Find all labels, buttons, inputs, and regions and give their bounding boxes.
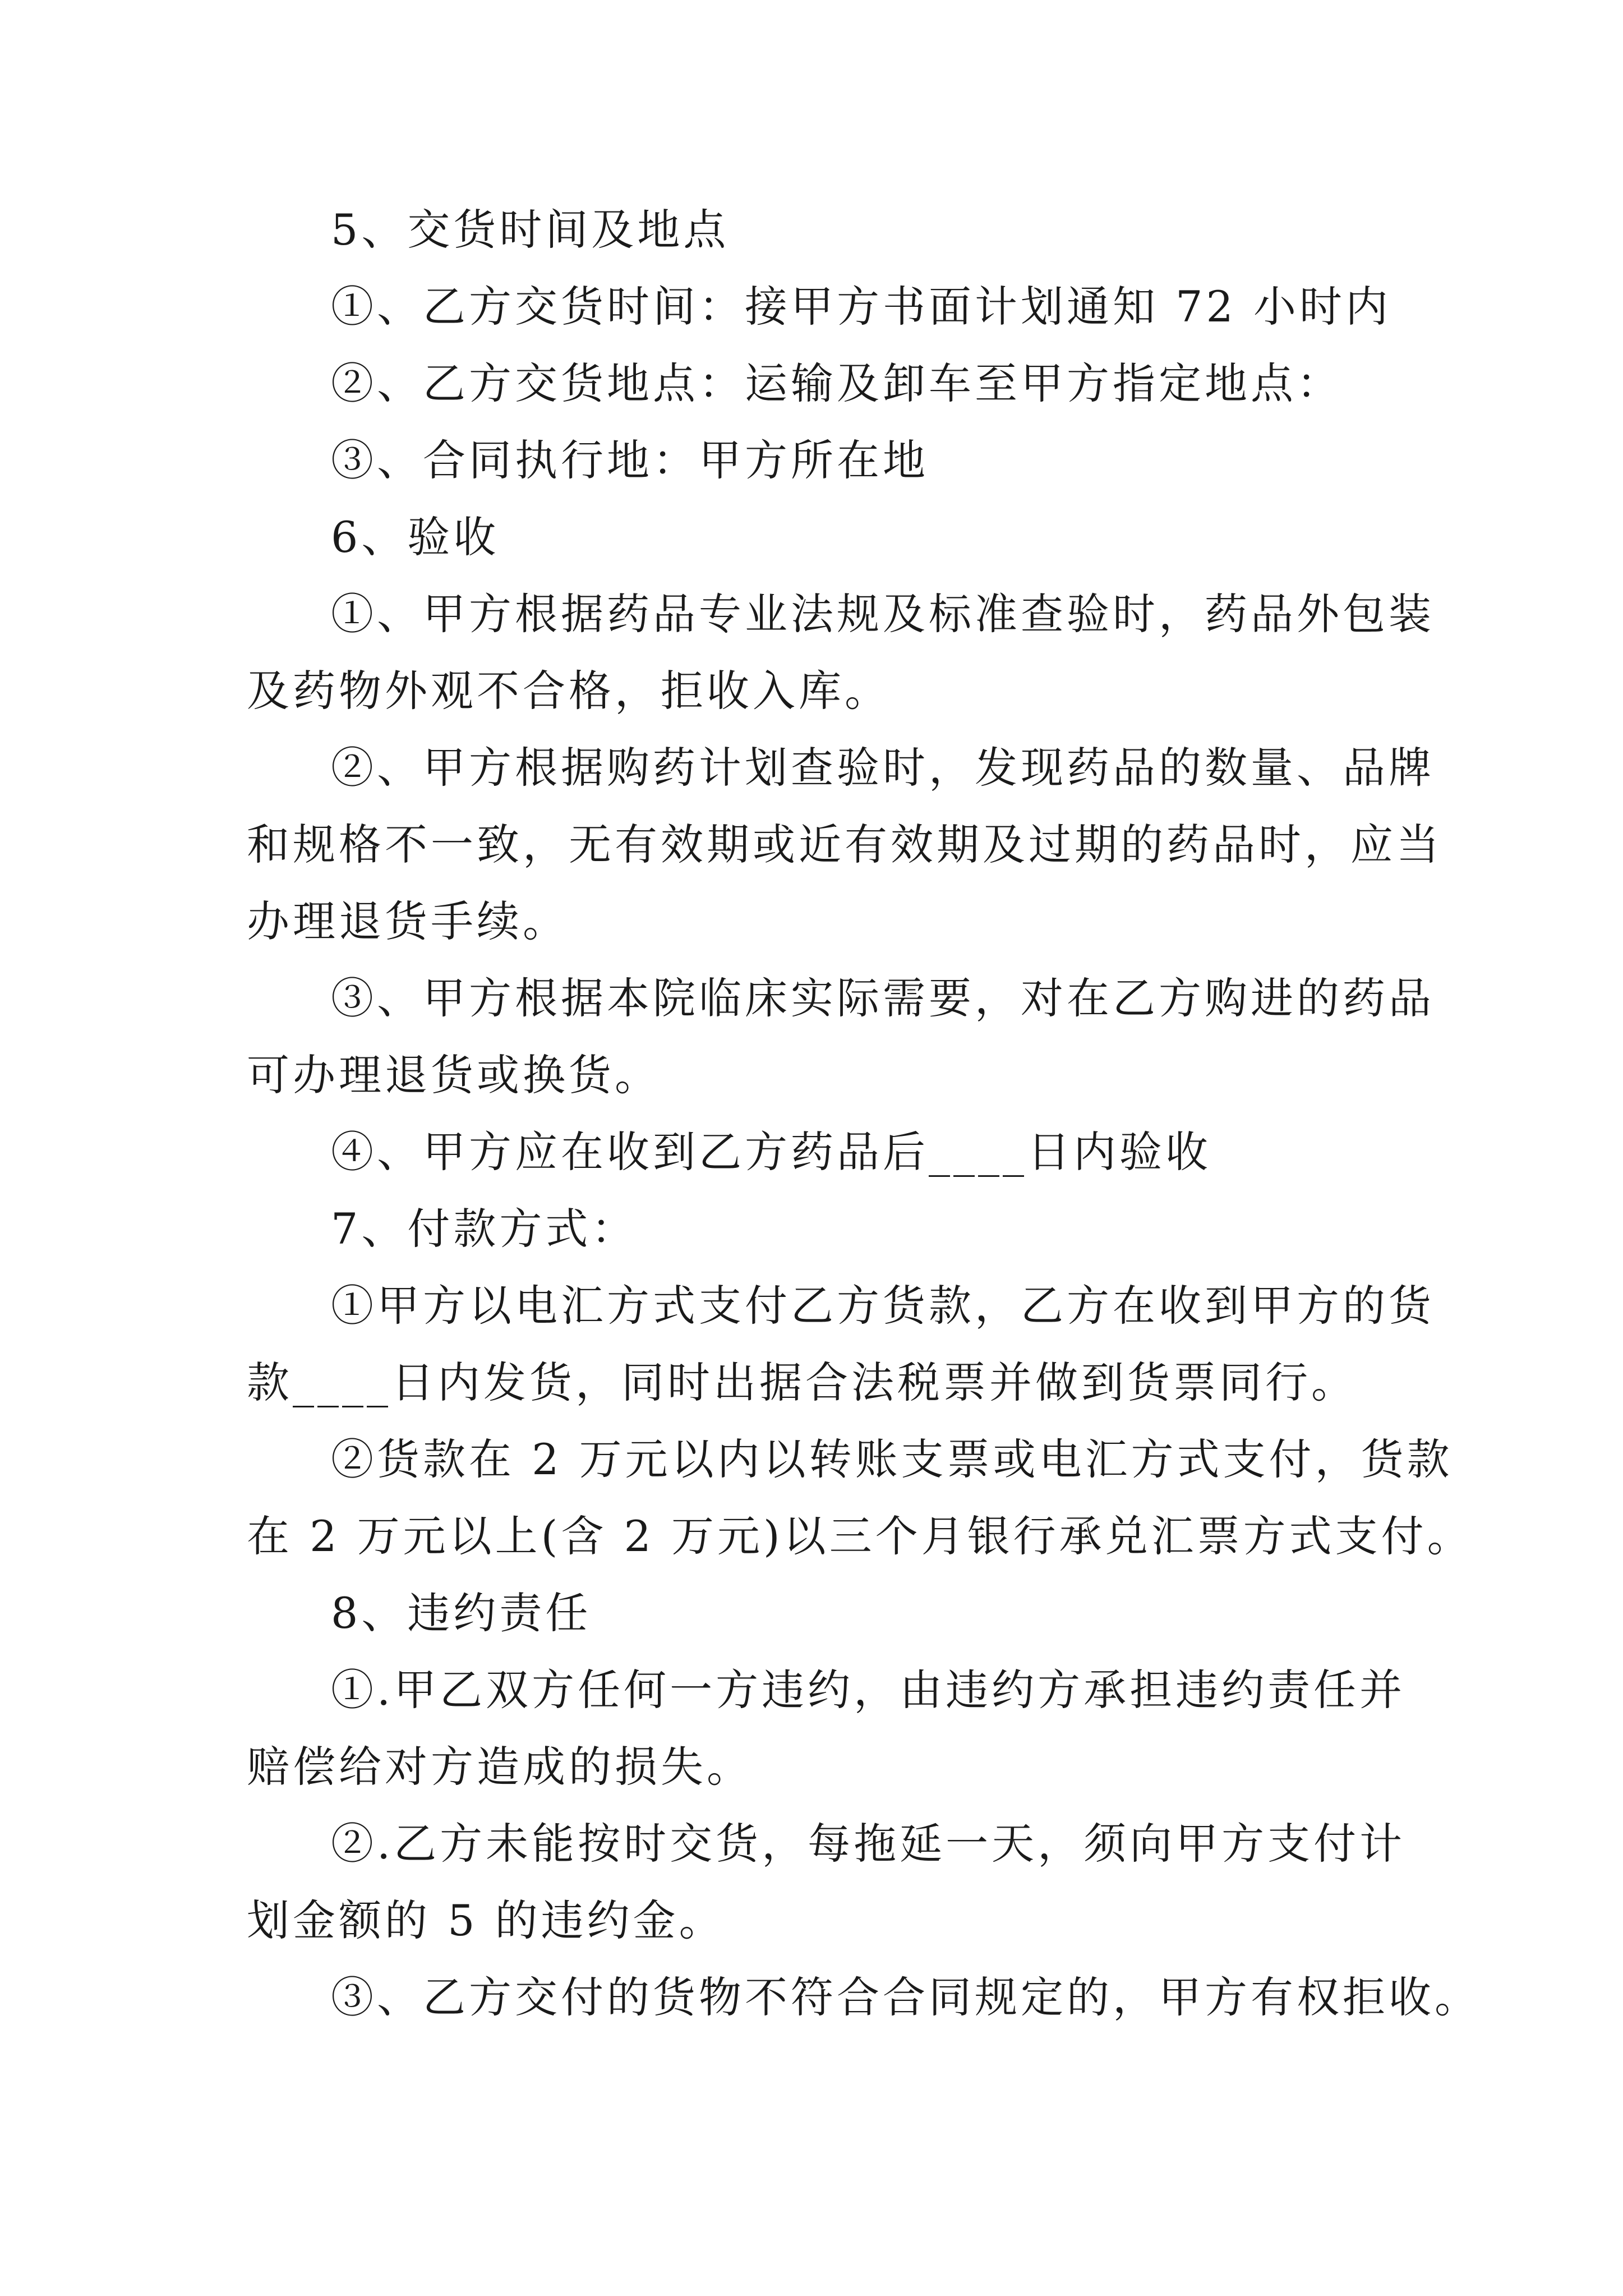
clause-liability-2-line-2: 划金额的 5 的违约金。 xyxy=(247,1895,725,1945)
heading-payment: 7、付款方式： xyxy=(331,1204,638,1254)
clause-payment-2-line-2: 在 2 万元以上(含 2 万元)以三个月银行承兑汇票方式支付。 xyxy=(247,1511,1473,1561)
heading-liability: 8、违约责任 xyxy=(331,1588,592,1638)
clause-acceptance-1-line-1: ①、甲方根据药品专业法规及标准查验时，药品外包装 xyxy=(331,589,1435,639)
heading-delivery: 5、交货时间及地点 xyxy=(331,205,730,255)
clause-liability-2-line-1: ②.乙方未能按时交货，每拖延一天，须向甲方支付计 xyxy=(331,1819,1406,1869)
clause-payment-2-line-1: ②货款在 2 万元以内以转账支票或电汇方式支付，货款 xyxy=(331,1434,1453,1484)
clause-acceptance-3-line-2: 可办理退货或换货。 xyxy=(247,1050,661,1100)
clause-delivery-time: ①、乙方交货时间：接甲方书面计划通知 72 小时内 xyxy=(331,282,1392,332)
clause-execution-place: ③、合同执行地：甲方所在地 xyxy=(331,435,929,485)
clause-acceptance-2-line-1: ②、甲方根据购药计划查验时，发现药品的数量、品牌 xyxy=(331,743,1435,793)
clause-acceptance-2-line-2: 和规格不一致，无有效期或近有效期及过期的药品时，应当 xyxy=(247,820,1442,869)
clause-liability-1-line-1: ①.甲乙双方任何一方违约，由违约方承担违约责任并 xyxy=(331,1665,1406,1715)
clause-delivery-place: ②、乙方交货地点：运输及卸车至甲方指定地点： xyxy=(331,358,1343,408)
clause-acceptance-1-line-2: 及药物外观不合格，拒收入库。 xyxy=(247,666,891,716)
clause-acceptance-2-line-3: 办理退货手续。 xyxy=(247,896,569,946)
clause-liability-3: ③、乙方交付的货物不符合合同规定的，甲方有权拒收。 xyxy=(331,1972,1481,2022)
clause-liability-1-line-2: 赔偿给对方造成的损失。 xyxy=(247,1742,753,1792)
clause-acceptance-3-line-1: ③、甲方根据本院临床实际需要，对在乙方购进的药品 xyxy=(331,973,1435,1023)
clause-acceptance-4: ④、甲方应在收到乙方药品后____日内验收 xyxy=(331,1127,1211,1177)
clause-payment-1-line-2: 款____日内发货，同时出据合法税票并做到货票同行。 xyxy=(247,1358,1357,1407)
clause-payment-1-line-1: ①甲方以电汇方式支付乙方货款，乙方在收到甲方的货 xyxy=(331,1281,1435,1331)
heading-acceptance: 6、验收 xyxy=(331,512,500,562)
